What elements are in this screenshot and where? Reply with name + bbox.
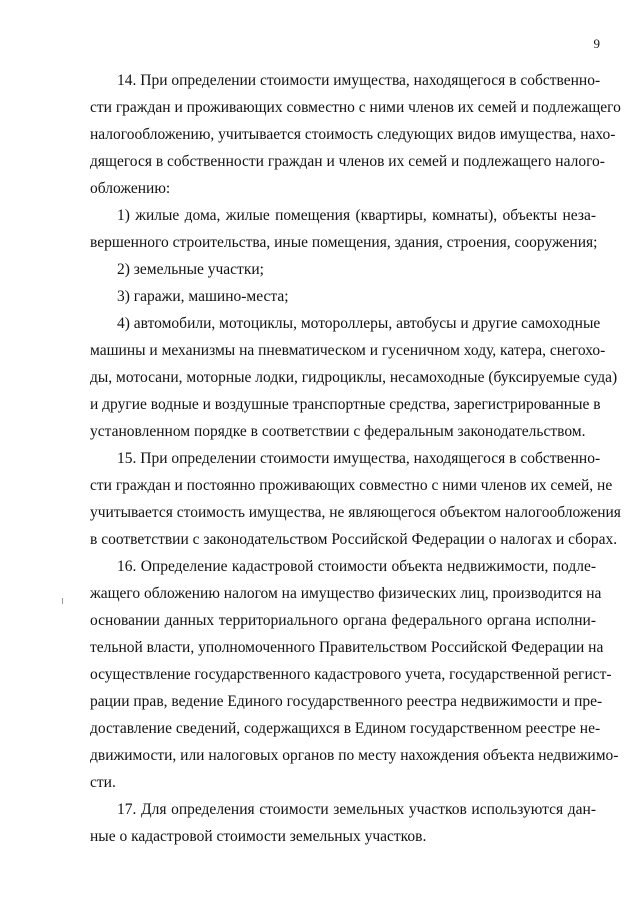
paragraph-16-line-6: рации прав, ведение Единого государственного реестра недвижимости и пре- (90, 693, 603, 710)
paragraph-15-line-4: в соответствии с законодательством Российской Федерации о налогах и сборах. (90, 531, 618, 548)
paragraph-17-line-2: ные о кадастровой стоимости земельных участков. (90, 828, 427, 845)
page-number: 9 (593, 36, 600, 51)
paragraph-15-line-2: сти граждан и постоянно проживающих совместно с ними членов их семей, не (90, 477, 613, 494)
paragraph-14-line-2: сти граждан и проживающих совместно с ними членов их семей и подлежащего (90, 99, 621, 116)
paragraph-17-line-1: 17. Для определения стоимости земельных участков используются дан- (117, 801, 596, 818)
list-item-1-line-2: вершенного строительства, иные помещения, здания, строения, сооружения; (90, 234, 598, 251)
list-item-4-line-2: машины и механизмы на пневматическом и гусеничном ходу, катера, снегохо- (90, 342, 606, 359)
paragraph-14-line-4: дящегося в собственности граждан и членов их семей и подлежащего налого- (90, 153, 605, 170)
list-item-4-line-1: 4) автомобили, мотоциклы, мотороллеры, автобусы и другие самоходные (117, 315, 601, 332)
paragraph-15-line-3: учитывается стоимость имущества, не являющегося объектом налогообложения (90, 504, 621, 521)
paragraph-16-line-3: основании данных территориального органа федерального органа исполни- (90, 612, 596, 629)
paragraph-14-line-1: 14. При определении стоимости имущества, находящегося в собственно- (117, 72, 601, 89)
paragraph-16-line-8: движимости, или налоговых органов по месту нахождения объекта недвижимо- (90, 747, 619, 764)
paragraph-15-line-1: 15. При определении стоимости имущества, находящегося в собственно- (117, 450, 601, 467)
list-item-4-line-3: ды, мотосани, моторные лодки, гидроциклы, несамоходные (буксируемые суда) (90, 369, 618, 386)
paragraph-14-line-3: налогообложению, учитывается стоимость следующих видов имущества, нахо- (90, 126, 616, 143)
list-item-4-line-4: и другие водные и воздушные транспортные средства, зарегистрированные в (90, 396, 601, 413)
paragraph-16-line-9: сти. (90, 774, 116, 791)
list-item-4-line-5: установленном порядке в соответствии с федеральным законодательством. (90, 423, 586, 440)
paragraph-14-line-5: обложению: (90, 180, 171, 197)
paragraph-16-line-7: доставление сведений, содержащихся в Едином государственном реестре не- (90, 720, 601, 737)
list-item-1-line-1: 1) жилые дома, жилые помещения (квартиры, комнаты), объекты неза- (117, 207, 596, 224)
margin-mark (62, 598, 63, 604)
list-item-2: 2) земельные участки; (117, 261, 264, 278)
paragraph-16-line-4: тельной власти, уполномоченного Правительством Российской Федерации на (90, 639, 604, 656)
list-item-3: 3) гаражи, машино-места; (117, 288, 289, 305)
paragraph-16-line-5: осуществление государственного кадастрового учета, государственной регист- (90, 666, 612, 683)
paragraph-16-line-2: жащего обложению налогом на имущество физических лиц, производится на (90, 585, 602, 602)
paragraph-16-line-1: 16. Определение кадастровой стоимости объекта недвижимости, подле- (117, 558, 596, 575)
